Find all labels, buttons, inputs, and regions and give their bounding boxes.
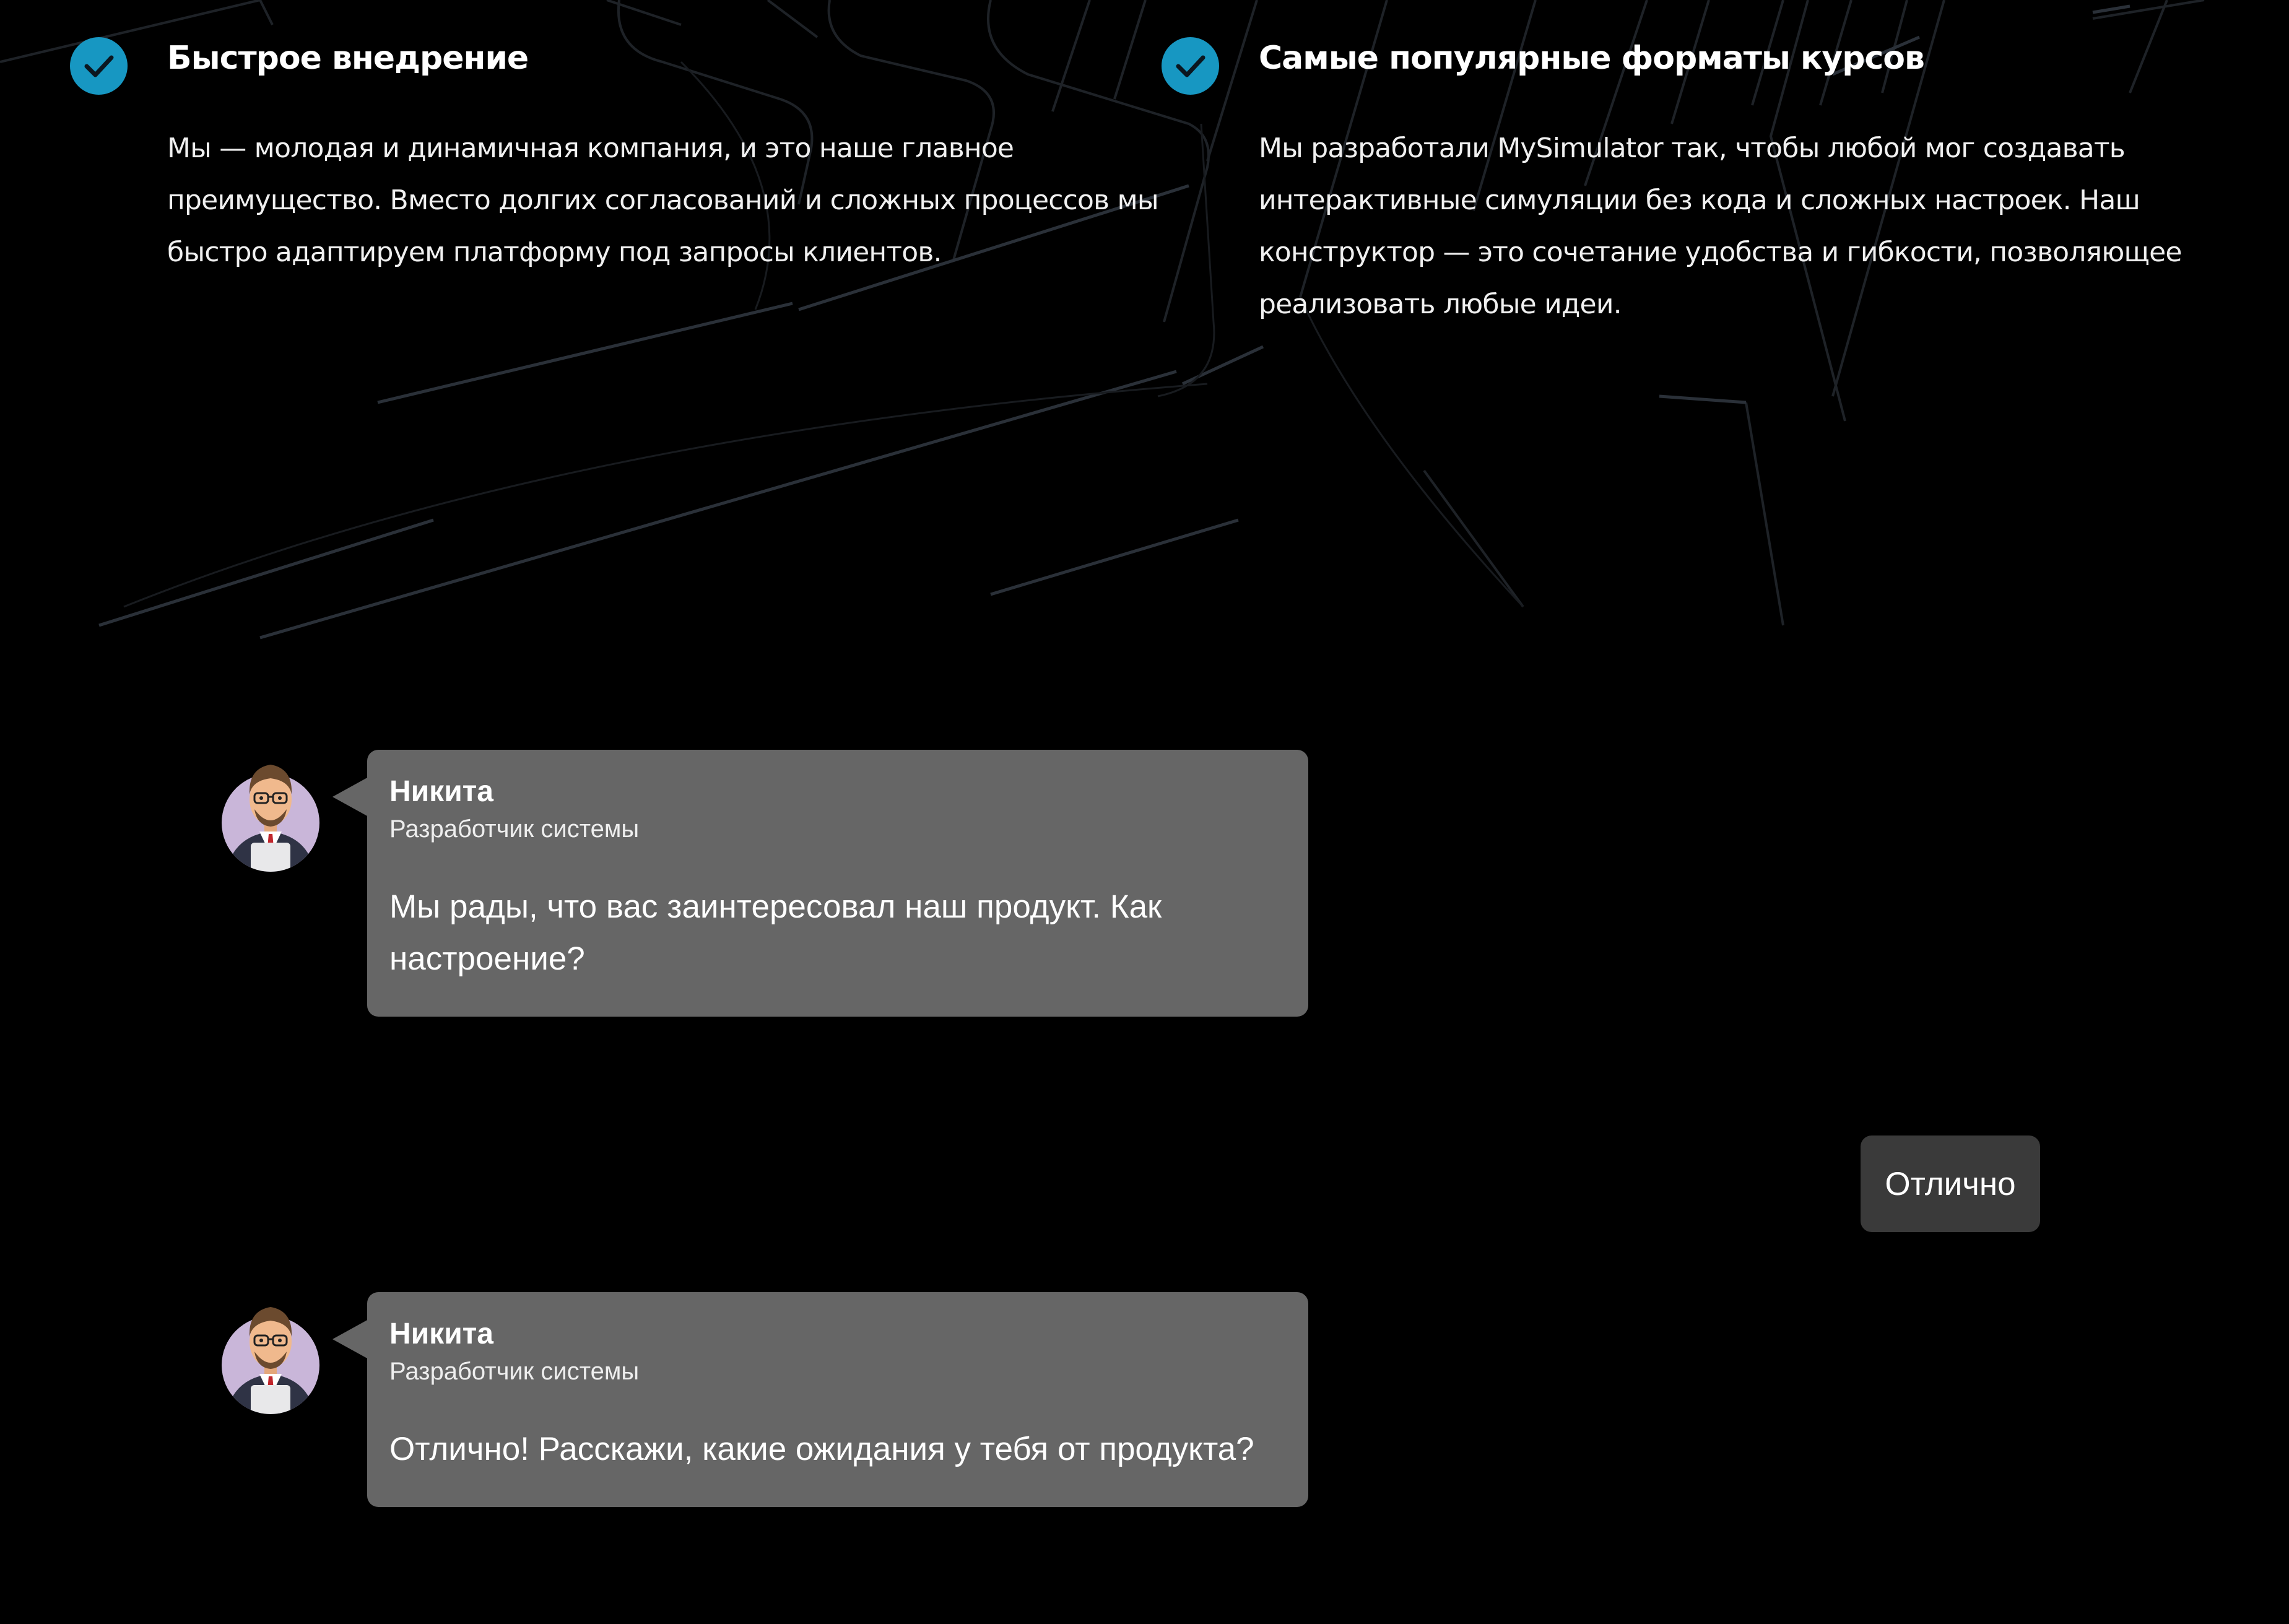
feature-title: Самые популярные форматы курсов bbox=[1259, 40, 1924, 77]
author-name: Никита bbox=[389, 775, 493, 808]
avatar bbox=[220, 1292, 321, 1416]
check-circle-icon bbox=[70, 37, 128, 95]
avatar bbox=[220, 750, 321, 874]
reply-option-button[interactable]: Отлично bbox=[1861, 1135, 2040, 1232]
author-role: Разработчик системы bbox=[389, 815, 640, 843]
feature-title: Быстрое внедрение bbox=[167, 40, 529, 77]
author-name: Никита bbox=[389, 1318, 493, 1350]
message-bubble bbox=[367, 750, 1308, 1017]
author-role: Разработчик системы bbox=[389, 1358, 640, 1385]
feature-description: Мы разработали MySimulator так, чтобы любой мог создавать интерактивные симуляции без кода и сложных настроек. Наш конструктор — это сочетание удобства и гибкости, позволяющее реализовать любые идеи. bbox=[1259, 132, 2182, 320]
check-circle-icon bbox=[1162, 37, 1219, 95]
background-lines-decoration bbox=[0, 0, 2289, 681]
message-text: Отлично! Расскажи, какие ожидания у тебя от продукта? bbox=[389, 1431, 1254, 1467]
message-bubble bbox=[367, 1292, 1308, 1507]
feature-description: Мы — молодая и динамичная компания, и это наше главное преимущество. Вместо долгих согласований и сложных процессов мы быстро адаптируем платформу под запросы клиентов. bbox=[167, 132, 1158, 268]
message-text: Мы рады, что вас заинтересовал наш продукт. Как настроение? bbox=[389, 888, 1162, 977]
